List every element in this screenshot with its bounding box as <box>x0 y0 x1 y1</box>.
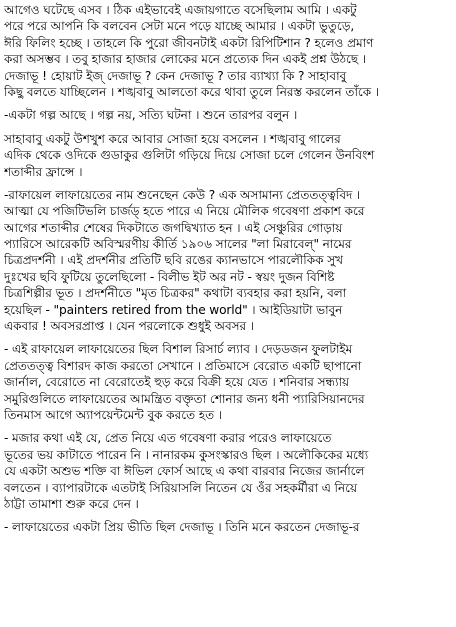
text-line: চিত্রশিল্পীর ভূত । প্রদর্শনীতে "মৃত চিত্রকর" কথাটা ব্যবহার করা হয়নি, বলা <box>4 286 347 301</box>
text-line: সাহাবাবু একটু উশখুশ করে আবার সোজা হয়ে বসলেন । শঙ্খবাবু গালের <box>4 131 341 146</box>
text-line: ঈরি ফিলিং হচ্ছে । তাহলে কি পুরো জীবনটাই একটা রিপিটিশান ? হলেও প্রমাণ <box>4 35 374 50</box>
paragraph-1 <box>4 2 448 100</box>
text-line: করা অসম্ভব । তবু হাজার হাজার লোকের মনে প্রত্যেক দিন একই প্রশ্ন উঠছে । <box>4 52 367 67</box>
paragraph-6 <box>4 430 448 512</box>
paragraph-3 <box>4 131 448 180</box>
text-line: ঠাট্টা তামাশা শুরু করে দেন । <box>4 496 139 511</box>
text-line: প্রেততত্ত্ব বিশারদ কাজ করতো সেখানে । প্রতিমাসে বেরোত একটি ছাপানো <box>4 358 362 373</box>
text-line: জার্নাল, বেরোতে না বেরোতেই হুড় করে বিক্রী হয়ে যেত । শনিবার সন্ধ্যায় <box>4 375 350 390</box>
text-line: চিত্রপ্রদর্শনী । এই প্রদর্শনীর প্রতিটি ছবি রঙের ক্যানভাসে পারলৌকিক সুখ <box>4 253 343 268</box>
text-line: শতাব্দীর ফ্রান্সে । <box>4 164 83 179</box>
text-line: সমুরিগুলিতে লাফায়েতের আমন্ত্রিত বক্তৃতা শোনার জন্য ধনী প্যারিসিয়ানদের <box>4 391 365 406</box>
text-line: - লাফায়েতের একটা প্রিয় ভীতি ছিল দেজাভূ । তিনি মনে করতেন দেজাভূ-র <box>4 520 360 535</box>
text-line: দুঃখের ছবি ফুটিয়ে তুলেছিলো - বিলীভ ইট অর নট - স্বয়ং দুজন বিশিষ্ট <box>4 269 335 284</box>
text-line: - মজার কথা এই যে, প্রেত নিয়ে এত গবেষণা করার পরেও লাফায়েতে <box>4 431 332 446</box>
text-line: তিনমাস আগে অ্যাপয়েন্টমেন্ট বুক করতে হত । <box>4 407 223 422</box>
text-line: হয়েছিল - "painters retired from the world" । আইডিয়াটা ভাবুন <box>4 302 343 317</box>
text-line: কিছু বলতে যাচ্ছিলেন । শঙ্খবাবু আলতো করে থাবা তুলে নিরস্ত করলেন তাঁকে । <box>4 84 380 99</box>
paragraph-2 <box>4 107 448 123</box>
text-line: প্যারিসে আরেকটি অবিস্মরণীয় কীর্তি ১৯০৬ সালের "লা মিরাবেল্" নামের <box>4 237 352 252</box>
text-line: -একটা গল্প আছে । গল্প নয়, সত্যি ঘটনা । শুনে তারপর বলুন । <box>4 108 298 123</box>
text-line: এদিক থেকে ওদিকে গুডাকুর গুলিটা গড়িয়ে দিয়ে সোজা চলে গেলেন উনবিংশ <box>4 148 375 163</box>
text-line: যে একটা অশুভ শক্তি বা ঈভিল ফোর্স আছে এ কথা বারবার নিজের জার্নালে <box>4 464 365 479</box>
text-line: আগেও ঘটেছে এসব । ঠিক এইভাবেই এজায়গাতে বসেছিলাম আমি । একটু <box>4 3 357 17</box>
text-line: আগের শতাব্দীর শেষের দিকটাতে জগদ্বিখ্যাত হন । এই সেঞ্চুরির গোড়ায় <box>4 220 343 235</box>
text-line: পরে পরে আপনি কি বলবেন সেটা মনে পড়ে যাচ্ছে আমার । একটা ভুতুড়ে, <box>4 19 355 34</box>
text-line: দেজাভূ ! হোয়াট ইজ্ দেজাভূ ? কেন দেজাভূ ? তার ব্যাখ্যা কি ? সাহাবাবু <box>4 68 347 83</box>
text-line: - এই রাফায়েল লাফায়েতের ছিল বিশাল রিসার্চ ল্যাব । দেড়ডজন ফুলটাইম <box>4 342 353 357</box>
paragraph-7 <box>4 519 448 535</box>
text-line: ভূতের ভয় কাটাতে পারেন নি । নানারকম কুসংস্কারও ছিল । অলৌকিকের মধ্যে <box>4 447 369 462</box>
text-line: আত্মা যে পজিটিভলি চার্জড্ হতে পারে এ নিয়ে মৌলিক গবেষণা প্রকাশ করে <box>4 204 365 219</box>
paragraph-5 <box>4 341 448 423</box>
paragraph-4 <box>4 187 448 335</box>
text-line: -রাফায়েল লাফায়েতের নাম শুনেছেন কেউ ? এক অসামান্য প্রেততত্ত্ববিদ । <box>4 187 361 202</box>
text-line: বলতেন । ব্যাপারটাকে এতটাই সিরিয়াসলি নিতেন যে ওঁর সহকর্মীরা এ নিয়ে <box>4 480 358 495</box>
text-line: একবার ! অবসরপ্রাপ্ত । যেন পরলোকে শুধুই অবসর । <box>4 319 254 334</box>
